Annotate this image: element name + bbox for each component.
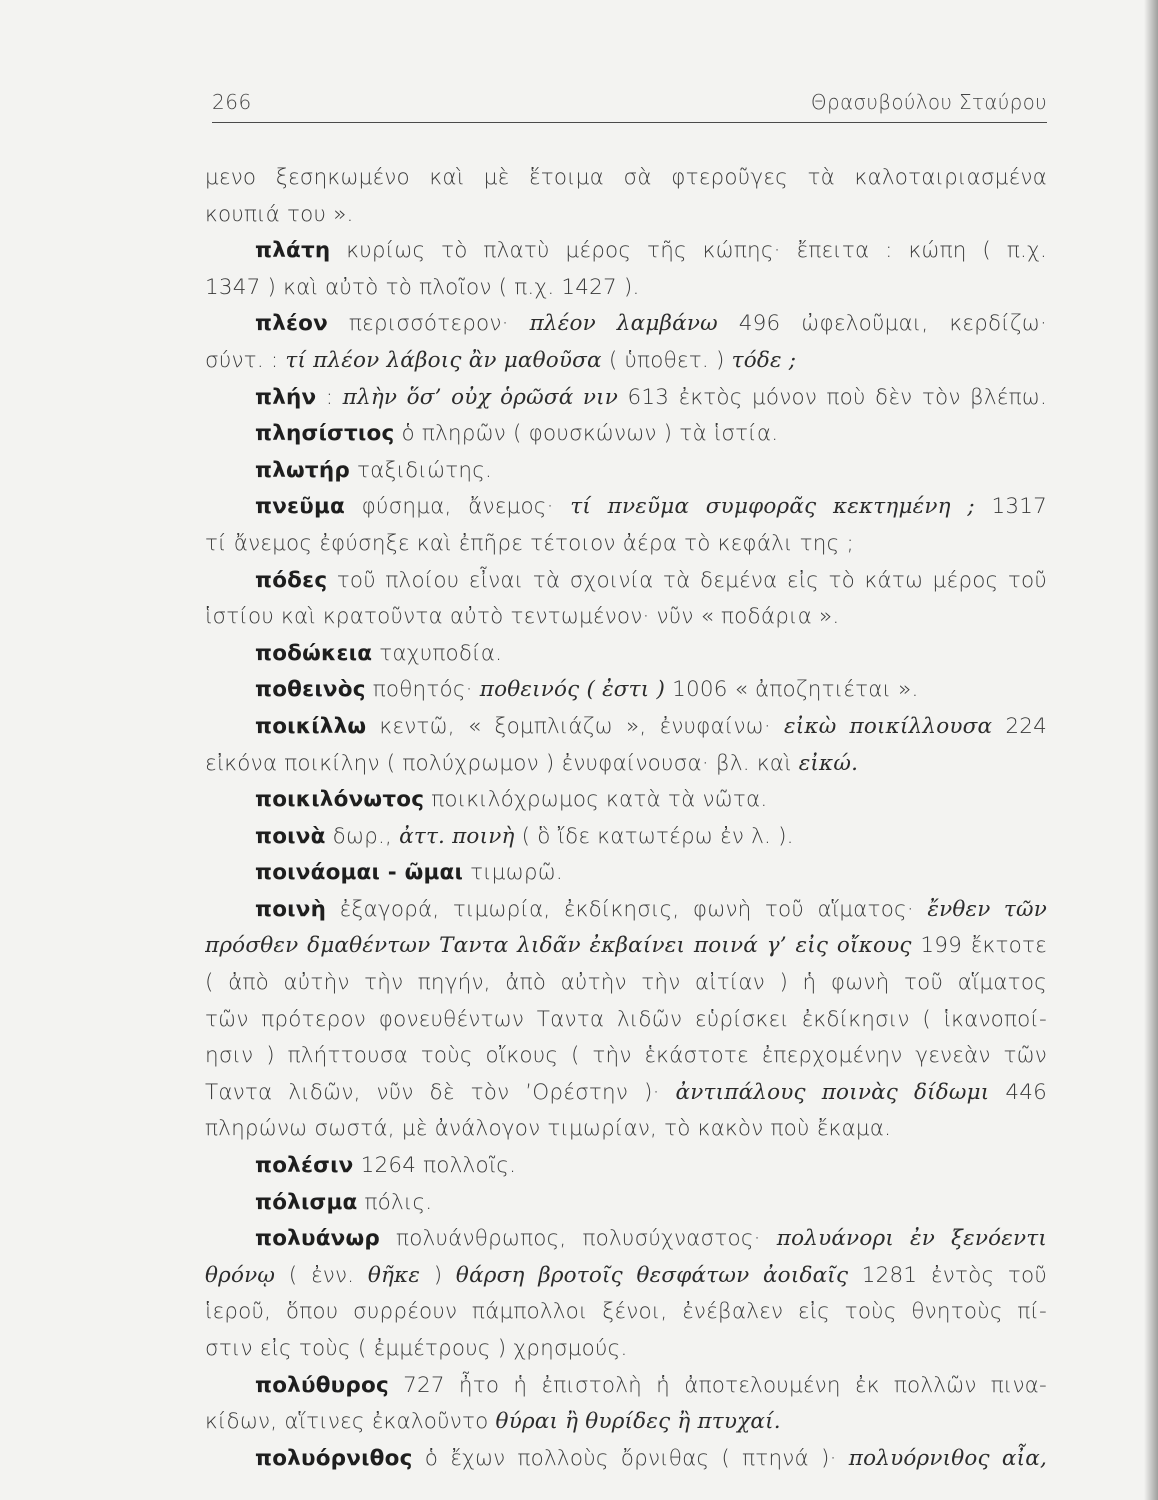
text-line: ἱεροῦ, ὅπου συρρέουν πάμπολλοι ξένοι, ἐνέβαλεν εἰς τοὺς θνητοὺς πί-	[205, 1299, 1047, 1325]
text-line: σύντ. : τί πλέον λάβοις ἂν μαθοῦσα ( ὑποθετ. ) τόδε ;	[205, 347, 797, 373]
text-line: μενο ξεσηκωμένο καὶ μὲ ἕτοιμα σὰ φτεροῦγες τὰ καλοταιριασμένα	[205, 165, 1047, 190]
entry-plotir: πλωτήρ ταξιδιώτης.	[255, 457, 493, 483]
lemma: πολυάνωρ	[255, 1226, 380, 1252]
text-line: πληρώνω σωστά, μὲ ἀνάλογον τιμωρίαν, τὸ κακὸν ποὺ ἔκαμα.	[205, 1116, 892, 1142]
lemma: πολέσιν	[255, 1153, 354, 1179]
text-line: πρόσθεν δμαθέντων Ταντα λιδᾶν ἐκβαίνει ποινά γ’ εἰς οἴκους 199 ἔκτοτε	[205, 933, 1047, 959]
entry-plati: πλάτη κυρίως τὸ πλατὺ μέρος τῆς κώπης· ἔπειτα : κώπη ( π.χ.	[255, 238, 1047, 264]
lemma: ποικίλλω	[255, 713, 367, 739]
lemma: πλέον	[255, 311, 328, 337]
lemma: πόδες	[255, 567, 328, 593]
lemma: πολυόρνιθος	[255, 1445, 413, 1471]
lemma: πλήν	[255, 384, 317, 410]
text-line: κίδων, αἵτινες ἐκαλοῦντο θύραι ἢ θυρίδες ἢ πτυχαί.	[205, 1409, 781, 1435]
text-line: ἱστίου καὶ κρατοῦντα αὐτὸ τεντωμένον· νῦν « ποδάρια ».	[205, 604, 840, 630]
entry-poini: ποινὴ ἐξαγορά, τιμωρία, ἐκδίκησις, φωνὴ τοῦ αἵματος· ἔνθεν τῶν	[255, 896, 1047, 922]
entry-podes: πόδες τοῦ πλοίου εἶναι τὰ σχοινία τὰ δεμένα εἰς τὸ κάτω μέρος τοῦ	[255, 567, 1047, 593]
lemma: ποινὴ	[255, 896, 327, 922]
entry-poina: ποινὰ δωρ., ἀττ. ποινὴ ( ὃ ἴδε κατωτέρω ἐν λ. ).	[255, 823, 794, 849]
lemma: ποικιλόνωτος	[255, 787, 425, 813]
entry-polisma: πόλισμα πόλις.	[255, 1189, 433, 1215]
lemma: πνεῦμα	[255, 494, 345, 520]
text-line: 1347 ) καὶ αὐτὸ τὸ πλοῖον ( π.χ. 1427 ).	[205, 274, 640, 300]
entry-poikilonotos: ποικιλόνωτος ποικιλόχρωμος κατὰ τὰ νῶτα.	[255, 787, 768, 813]
text-line: στιν εἰς τοὺς ( ἐμμέτρους ) χρησμούς.	[205, 1336, 628, 1361]
entry-podokeia: ποδώκεια ταχυποδία.	[255, 640, 503, 666]
entry-potheinos: ποθεινὸς ποθητός· ποθεινός ( ἐστι ) 1006 « ἀποζητιέται ».	[255, 677, 919, 703]
text-line: τῶν πρότερον φονευθέντων Ταντα λιδῶν εὑρίσκει ἐκδίκησιν ( ἱκανοποί-	[205, 1006, 1047, 1032]
entry-poikillo: ποικίλλω κεντῶ, « ξομπλιάζω », ἐνυφαίνω· εἰκὼ ποικίλλουσα 224	[255, 713, 1047, 739]
page-edge-shadow	[1144, 0, 1158, 1500]
lemma: πλωτήρ	[255, 457, 350, 483]
entry-pnevma: πνεῦμα φύσημα, ἄνεμος· τί πνεῦμα συμφορᾶς κεκτημένη ; 1317	[255, 494, 1047, 520]
entry-poinaomai: ποινάομαι - ῶμαι τιμωρῶ.	[255, 860, 563, 886]
running-head: Θρασυβούλου Σταύρου	[810, 90, 1047, 114]
page-number: 266	[212, 90, 252, 114]
entry-polythyros: πολύθυρος 727 ἦτο ἡ ἐπιστολὴ ἡ ἀποτελουμένη ἐκ πολλῶν πινα-	[255, 1372, 1047, 1398]
lemma: πλάτη	[255, 238, 331, 264]
lemma: ποδώκεια	[255, 640, 373, 666]
lemma: πολύθυρος	[255, 1372, 389, 1398]
lemma: ποινάομαι - ῶμαι	[255, 860, 464, 886]
text-line: ησιν ) πλήττουσα τοὺς οἴκους ( τὴν ἑκάστοτε ἐπερχομένην γενεὰν τῶν	[205, 1043, 1047, 1069]
entry-polyanor: πολυάνωρ πολυάνθρωπος, πολυσύχναστος· πολυάνορι ἐν ξενόεντι	[255, 1226, 1047, 1252]
lemma: πλησίστιος	[255, 421, 395, 447]
entry-plin: πλήν : πλὴν ὅσ’ οὐχ ὁρῶσά νιν 613 ἐκτὸς μόνον ποὺ δὲν τὸν βλέπω.	[255, 384, 1047, 410]
text-line: θρόνῳ ( ἐνν. θῆκε ) θάρση βροτοῖς θεσφάτων ἀοιδαῖς 1281 ἐντὸς τοῦ	[205, 1262, 1047, 1288]
text-line: κουπιά του ».	[205, 201, 354, 227]
lemma: ποθεινὸς	[255, 677, 366, 703]
page-header	[212, 88, 1047, 123]
entry-polesin: πολέσιν 1264 πολλοῖς.	[255, 1153, 517, 1179]
text-line: Ταντα λιδῶν, νῦν δὲ τὸν ’Ορέστην )· ἀντιπάλους ποινὰς δίδωμι 446	[205, 1079, 1047, 1105]
text-line: εἰκόνα ποικίλην ( πολύχρωμον ) ἐνυφαίνουσα· βλ. καὶ εἰκώ.	[205, 750, 859, 776]
dictionary-text	[205, 160, 1047, 1477]
text-line: τί ἄνεμος ἐφύσηξε καὶ ἐπῆρε τέτοιον ἀέρα τὸ κεφάλι της ;	[205, 530, 854, 556]
entry-plisistios: πλησίστιος ὁ πληρῶν ( φουσκώνων ) τὰ ἱστία.	[255, 421, 779, 447]
entry-polyornithos: πολυόρνιθος ὁ ἔχων πολλοὺς ὄρνιθας ( πτηνά )· πολυόρνιθος αἶα,	[255, 1445, 1047, 1471]
lemma: ποινὰ	[255, 823, 326, 849]
entry-pleon: πλέον περισσότερον· πλέον λαμβάνω 496 ὠφελοῦμαι, κερδίζω·	[255, 311, 1047, 337]
text-line: ( ἀπὸ αὐτὴν τὴν πηγήν, ἀπὸ αὐτὴν τὴν αἰτίαν ) ἡ φωνὴ τοῦ αἵματος	[205, 970, 1047, 996]
lemma: πόλισμα	[255, 1189, 358, 1215]
